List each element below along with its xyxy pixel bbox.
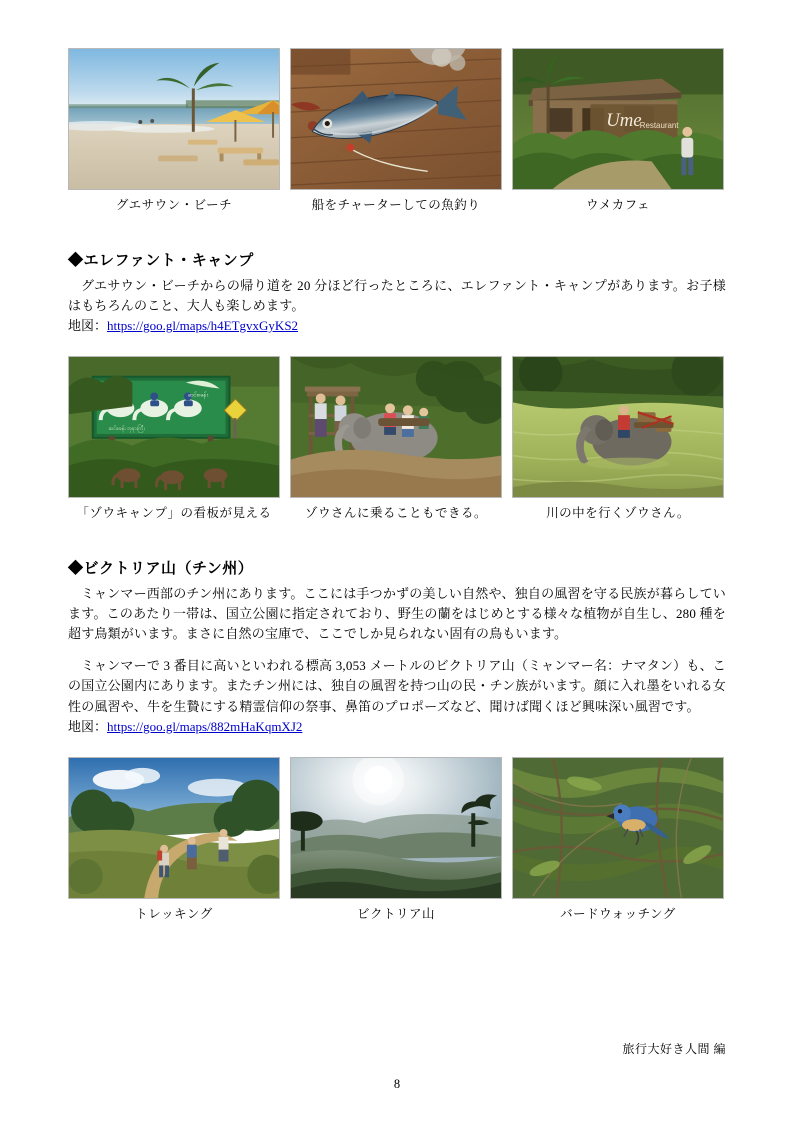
map-link-elephant-camp <box>68 316 726 336</box>
figure-elephant-riding <box>290 356 502 523</box>
figure-ngwesaung-beach <box>68 48 280 215</box>
photo-elephant-camp-signboard <box>68 356 280 498</box>
photo-charter-boat-fishing <box>290 48 502 190</box>
caption-trekking: トレッキング <box>135 906 213 921</box>
caption-ume-cafe: ウメカフェ <box>585 198 650 212</box>
photo-bird-watching <box>512 757 724 899</box>
heading-elephant-camp: ◆エレファント・キャンプ <box>68 252 254 269</box>
photo-elephant-in-river <box>512 356 724 498</box>
svg-text:ဆင်စခန်း: ဆင်စခန်း <box>187 392 209 399</box>
image-row-3 <box>68 757 726 924</box>
paragraph-elephant-camp: グエサウン・ビーチからの帰り道を 20 分ほど行ったところに、エレファント・キャンプがあります。お子様はもちろんのこと、大人も楽しめます。 <box>68 277 726 313</box>
page-content <box>68 48 726 924</box>
figure-ume-cafe <box>512 48 724 215</box>
image-row-1 <box>68 48 726 215</box>
heading-mount-victoria: ◆ビクトリア山（チン州） <box>68 560 254 577</box>
paragraph-victoria-1: ミャンマー西部のチン州にあります。ここには手つかずの美しい自然や、独自の風習を守る民族が暮らしています。このあたり一帯は、国立公園に指定されており、野生の蘭をはじめとする様々な植物が自生し、280 種を超す鳥類がいます。まさに自然の宝庫で、ここでしか見られない固有の鳥もいます。 <box>68 585 726 642</box>
figure-mount-victoria <box>290 757 502 924</box>
figure-trekking <box>68 757 280 924</box>
photo-ume-cafe <box>512 48 724 190</box>
map-link-victoria <box>68 717 726 737</box>
svg-text:ဆင်စခန်း ဘုရားကြီး: ဆင်စခန်း ဘုရားကြီး <box>108 427 145 433</box>
paragraph-victoria-2: ミャンマーで 3 番目に高いといわれる標高 3,053 メートルのビクトリア山（ミャンマー名：ナマタン）も、この国立公園内にあります。またチン州には、独自の風習を持つ山の民・チン族がいます。顔に入れ墨をいれる女性の風習や、牛を生贄にする精霊信仰の祭事、鼻笛のプロポーズなど、聞けば聞くほど興味深い風習です。 <box>68 658 726 714</box>
page-number: 8 <box>393 1077 401 1091</box>
caption-ngwesaung-beach: グエサウン・ビーチ <box>115 198 233 212</box>
figure-elephant-in-river <box>512 356 724 523</box>
caption-elephant-camp-signboard: 「ゾウキャンプ」の看板が見える <box>76 506 272 521</box>
photo-ngwesaung-beach <box>68 48 280 190</box>
map-label-victoria: 地図： <box>68 718 108 734</box>
map-url-elephant[interactable]: https://goo.gl/maps/h4ETgvxGyKS2 <box>107 318 299 334</box>
svg-text:Ume: Ume <box>606 109 642 131</box>
caption-mount-victoria: ビクトリア山 <box>356 906 435 921</box>
caption-elephant-in-river: 川の中を行くゾウさん。 <box>546 506 690 521</box>
photo-elephant-riding <box>290 356 502 498</box>
photo-trekking <box>68 757 280 899</box>
image-row-2 <box>68 356 726 523</box>
map-label-elephant: 地図： <box>68 318 108 334</box>
svg-text:Restaurant: Restaurant <box>639 120 679 130</box>
figure-bird-watching <box>512 757 724 924</box>
figure-charter-boat-fishing <box>290 48 502 215</box>
footer-credit: 旅行大好き人間 編 <box>622 1042 726 1056</box>
caption-elephant-riding: ゾウさんに乗ることもできる。 <box>304 506 487 521</box>
photo-mount-victoria <box>290 757 502 899</box>
map-url-victoria[interactable]: https://goo.gl/maps/882mHaKqmXJ2 <box>107 718 303 734</box>
caption-charter-boat-fishing: 船をチャーターしての魚釣り <box>311 198 481 212</box>
caption-bird-watching: バードウォッチング <box>560 906 676 921</box>
figure-elephant-camp-signboard <box>68 356 280 523</box>
